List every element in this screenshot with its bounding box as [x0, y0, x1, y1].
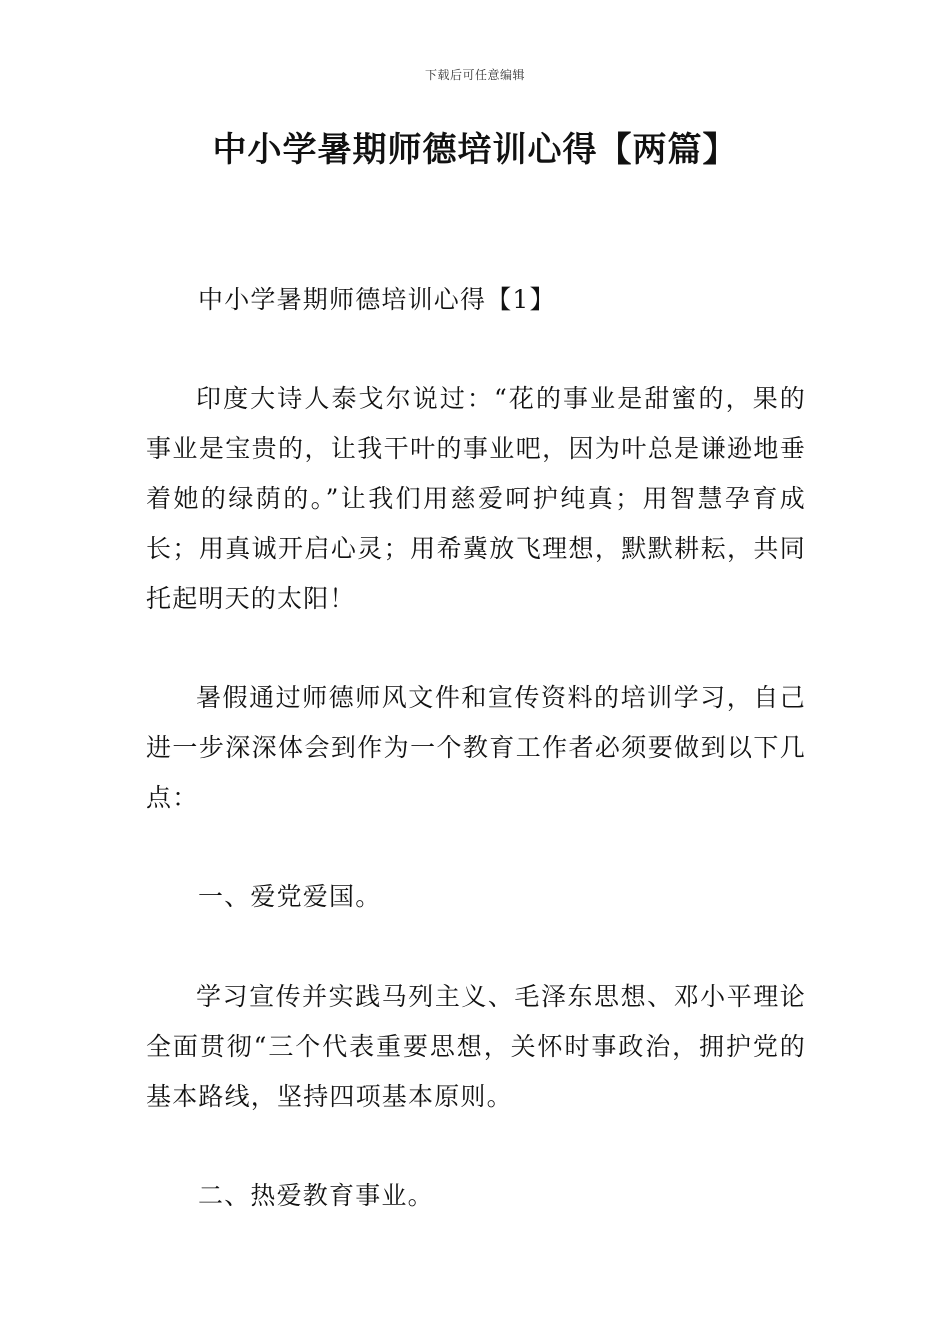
- document-title: 中小学暑期师德培训心得【两篇】: [212, 130, 738, 170]
- paragraph-text: 学习宣传并实践马列主义、毛泽东思想、邓小平理论全面贯彻“三个代表重要思想，关怀时事政治，拥护党的基本路线，坚持四项基本原则。: [146, 982, 806, 1111]
- point-heading-2: 二、热爱教育事业。: [198, 1181, 434, 1210]
- paragraph-intro-quote: [146, 374, 806, 624]
- paragraph-text: 暑假通过师德师风文件和宣传资料的培训学习，自己进一步深深体会到作为一个教育工作者必须要做到以下几点：: [146, 683, 806, 812]
- paragraph-summary: [146, 673, 806, 823]
- paragraph-point-1: [146, 972, 806, 1122]
- point-heading-1: 一、爱党爱国。: [198, 882, 382, 911]
- section-subtitle: 中小学暑期师德培训心得【1】: [198, 285, 556, 314]
- header-note: 下载后可任意编辑: [424, 68, 525, 82]
- paragraph-text: 印度大诗人泰戈尔说过：“花的事业是甜蜜的，果的事业是宝贵的，让我干叶的事业吧，因为叶总是谦逊地垂着她的绿荫的。”让我们用慈爱呵护纯真；用智慧孕育成长；用真诚开启心灵；用希冀放飞理想，默默耕耘，共同托起明天的太阳！: [146, 384, 806, 613]
